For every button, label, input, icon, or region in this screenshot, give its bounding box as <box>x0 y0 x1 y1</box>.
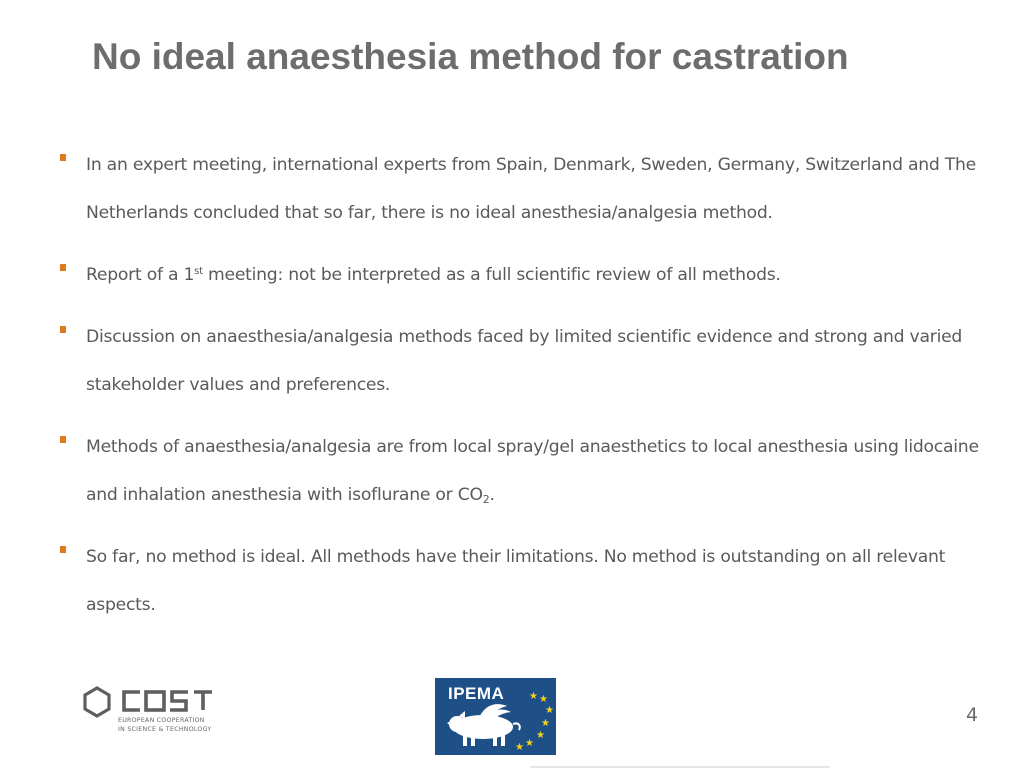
bullet-item <box>60 251 990 299</box>
bullet-marker-icon <box>60 264 66 271</box>
bullet-text-part: Methods of anaesthesia/analgesia are from local spray/gel anaesthetics to local anesthesia using lidocaine and inhalation anesthesia with isoflurane or CO <box>86 437 979 505</box>
bullet-text-part: meeting: not be interpreted as a full scientific review of all methods. <box>202 265 781 285</box>
svg-text:★: ★ <box>529 691 538 702</box>
bullet-marker-icon <box>60 326 66 333</box>
svg-text:★: ★ <box>515 742 524 753</box>
ordinal-superscript: st <box>194 266 203 277</box>
bullet-item <box>60 533 990 629</box>
cost-line-2: IN SCIENCE & TECHNOLOGY <box>118 726 212 733</box>
cost-line-1: EUROPEAN COOPERATION <box>118 717 205 724</box>
bullet-marker-icon <box>60 436 66 443</box>
page-number: 4 <box>966 704 979 726</box>
ipema-logo <box>435 678 556 755</box>
slide-title: No ideal anaesthesia method for castration <box>92 36 849 77</box>
bullet-text: So far, no method is ideal. All methods have their limitations. No method is outstanding on all relevant aspects. <box>86 547 946 615</box>
bullet-marker-icon <box>60 546 66 553</box>
bullet-text-part: Report of a 1 <box>86 265 195 285</box>
bullet-text <box>86 423 990 519</box>
bullet-text: In an expert meeting, international experts from Spain, Denmark, Sweden, Germany, Switzerland and The Netherlands concluded that so far, there is no ideal anesthesia/analgesia method. <box>86 155 976 223</box>
svg-text:★: ★ <box>539 694 548 705</box>
svg-text:★: ★ <box>525 738 534 749</box>
bullet-item <box>60 423 990 519</box>
co2-subscript: 2 <box>482 493 490 506</box>
svg-text:★: ★ <box>541 718 550 729</box>
bullet-text-part: . <box>489 485 495 505</box>
bullet-item <box>60 313 990 409</box>
bullet-text <box>86 251 990 299</box>
svg-text:★: ★ <box>536 730 545 741</box>
bullet-marker-icon <box>60 154 66 161</box>
cost-subtitle <box>118 716 211 734</box>
svg-text:★: ★ <box>545 705 554 716</box>
cost-wordmark-icon <box>82 686 217 718</box>
bullet-text: Discussion on anaesthesia/analgesia methods faced by limited scientific evidence and strong and varied stakeholder values and preferences. <box>86 327 963 395</box>
bullet-list <box>60 141 990 643</box>
bullet-item <box>60 141 990 237</box>
ipema-wordmark: IPEMA <box>448 684 505 703</box>
